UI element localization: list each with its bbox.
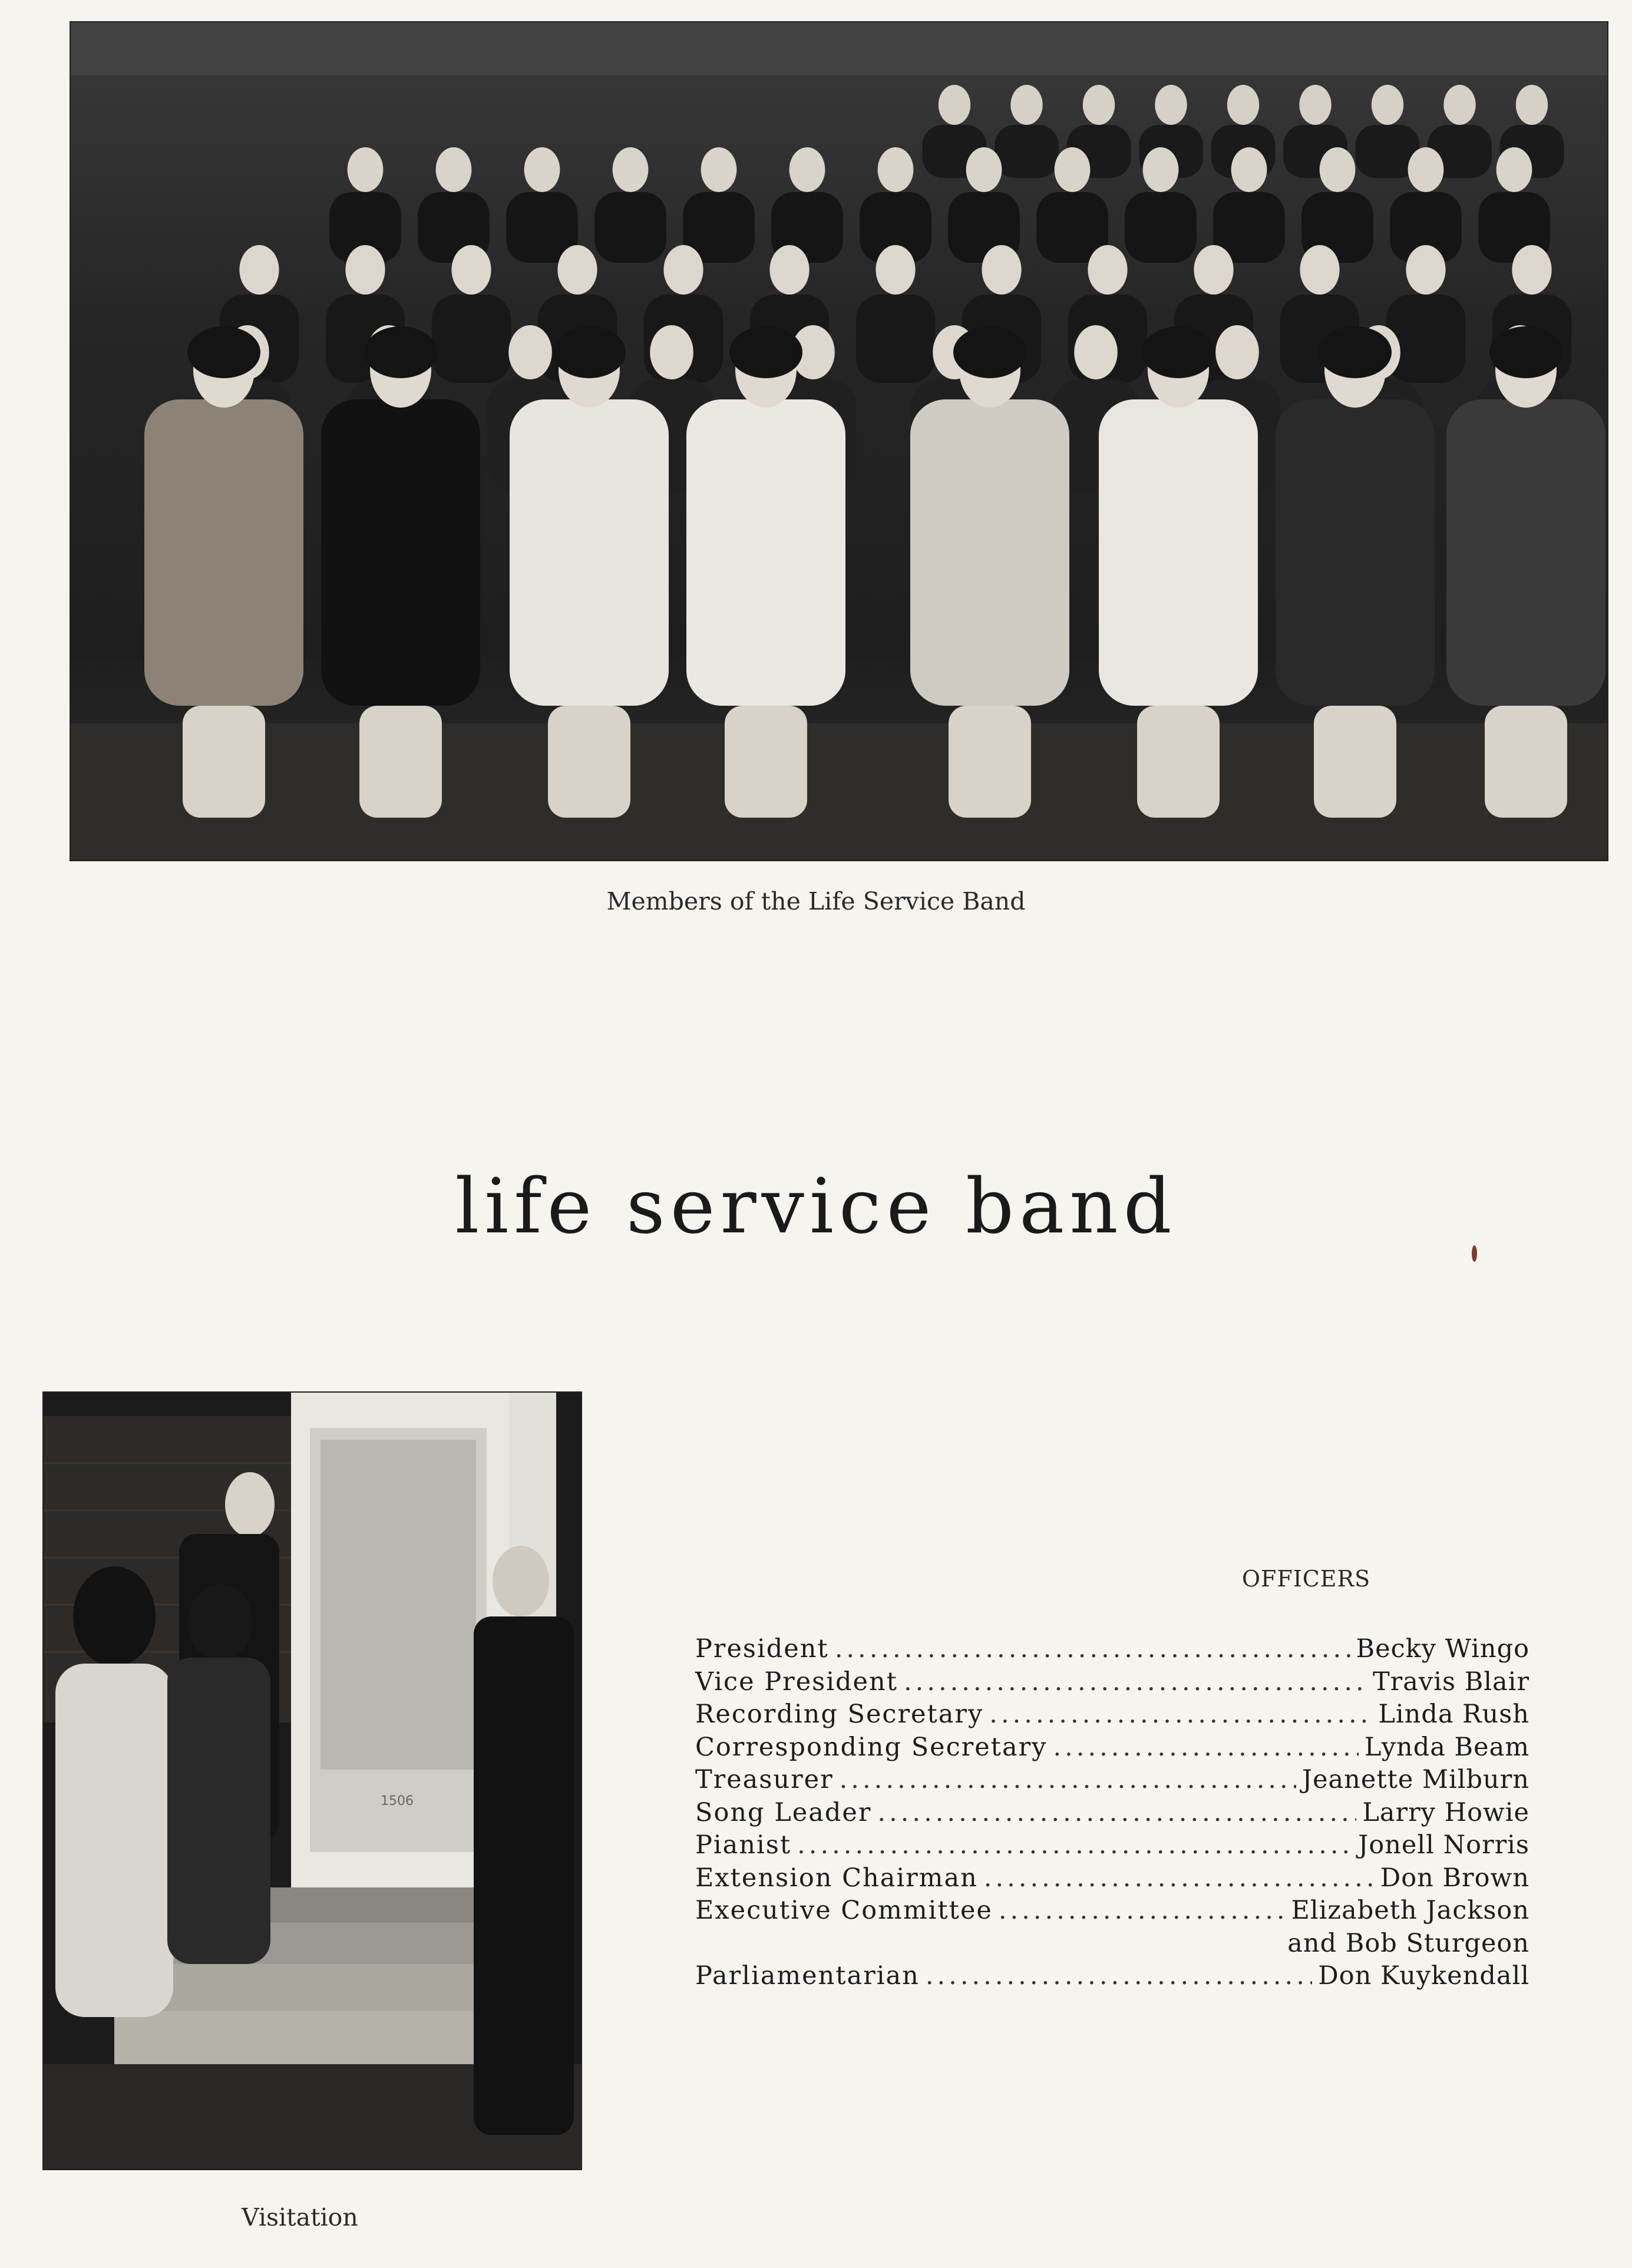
- visitation-photo-caption: Visitation: [242, 2203, 358, 2231]
- page-title: life service band: [455, 1162, 1177, 1251]
- officer-name: Don Brown: [1380, 1863, 1529, 1893]
- officer-row-parliamentarian: [695, 1961, 1529, 1994]
- officer-name: Elizabeth Jackson: [1291, 1896, 1529, 1925]
- officer-row-pianist: [695, 1830, 1529, 1863]
- officer-name: Linda Rush: [1378, 1700, 1529, 1729]
- officer-role: Parliamentarian: [695, 1961, 920, 1991]
- officer-role: Executive Committee: [695, 1896, 993, 1925]
- officer-name: Larry Howie: [1362, 1797, 1529, 1827]
- visitation-photo: [42, 1391, 582, 2170]
- leader-dots: [1053, 1733, 1358, 1762]
- leader-dots: [984, 1863, 1375, 1893]
- leader-dots: [926, 1961, 1312, 1991]
- leader-dots: [877, 1798, 1356, 1827]
- officer-row-executive-committee: [695, 1896, 1529, 1929]
- officer-row-recording-secretary: [695, 1700, 1529, 1733]
- officer-name-continued: and Bob Sturgeon: [1287, 1928, 1529, 1958]
- officer-row-executive-committee-continued: [695, 1929, 1529, 1962]
- officer-name: Jonell Norris: [1358, 1830, 1529, 1860]
- officer-role: Song Leader: [695, 1797, 872, 1827]
- leader-dots: [904, 1667, 1367, 1697]
- officer-name: Travis Blair: [1373, 1667, 1529, 1697]
- leader-dots: [989, 1700, 1372, 1729]
- officer-row-song-leader: [695, 1798, 1529, 1831]
- officer-row-treasurer: [695, 1765, 1529, 1798]
- officer-role: Recording Secretary: [695, 1700, 984, 1729]
- officer-name: Jeanette Milburn: [1301, 1765, 1529, 1794]
- leader-dots: [999, 1896, 1286, 1925]
- group-photo-caption: Members of the Life Service Band: [606, 887, 1026, 915]
- officer-row-president: [695, 1634, 1529, 1667]
- officer-role: Corresponding Secretary: [695, 1732, 1048, 1762]
- officer-name: Lynda Beam: [1364, 1732, 1529, 1762]
- officer-role: Vice President: [695, 1667, 898, 1697]
- officer-role: President: [695, 1634, 829, 1664]
- leader-dots: [835, 1634, 1350, 1664]
- officer-row-extension-chairman: [695, 1863, 1529, 1896]
- officer-role: Pianist: [695, 1830, 792, 1860]
- officer-row-corresponding-secretary: [695, 1733, 1529, 1766]
- leader-dots: [797, 1830, 1352, 1860]
- group-photo: [70, 21, 1608, 861]
- officer-role: Extension Chairman: [695, 1863, 978, 1893]
- officer-name: Don Kuykendall: [1318, 1961, 1529, 1991]
- officers-heading: OFFICERS: [1241, 1566, 1371, 1592]
- door-number: 1506: [381, 1794, 414, 1809]
- officers-list: [695, 1634, 1529, 1994]
- ink-smudge: [1472, 1245, 1477, 1262]
- officer-role: Treasurer: [695, 1765, 834, 1794]
- officer-row-vice-president: [695, 1667, 1529, 1700]
- officer-name: Becky Wingo: [1356, 1634, 1529, 1664]
- leader-dots: [840, 1765, 1296, 1794]
